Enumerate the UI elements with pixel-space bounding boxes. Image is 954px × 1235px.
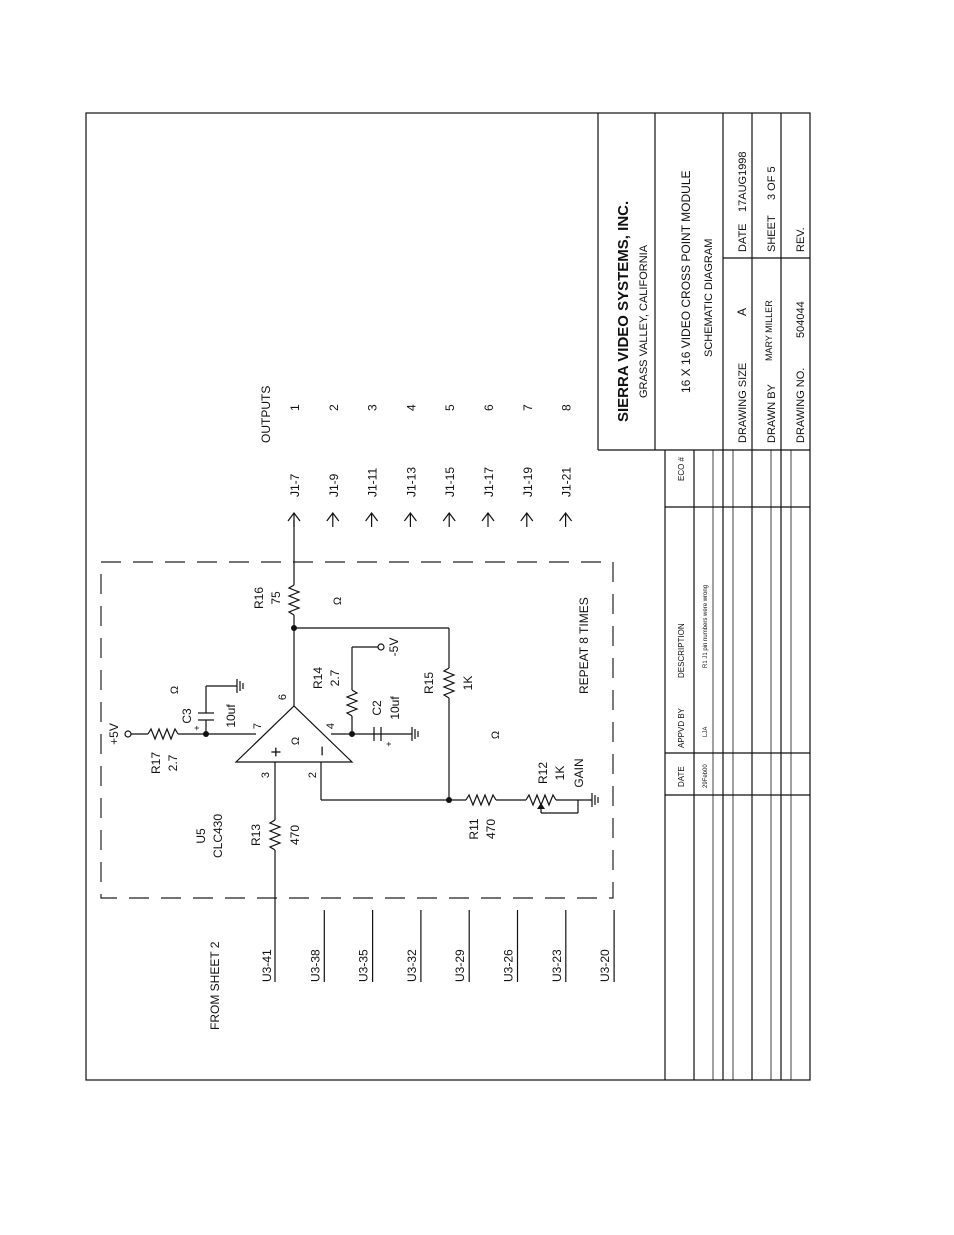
output-number-label: 4 xyxy=(404,404,419,411)
rev-label: REV. xyxy=(795,227,807,252)
rev-row-description: R1 J1 pin numbers were wrong xyxy=(703,584,709,668)
input-row xyxy=(357,910,373,982)
opamp-minus-sign: − xyxy=(312,745,332,757)
input-row xyxy=(453,910,469,982)
opamp-ref: U5 xyxy=(194,828,208,844)
r12-value: 1K xyxy=(553,765,567,781)
output-connector-label: J1-13 xyxy=(404,466,419,497)
opamp-part: CLC430 xyxy=(211,813,225,859)
output-number-label: 1 xyxy=(288,404,302,411)
c2-plus-sign: + xyxy=(384,741,394,747)
output-number-label: 5 xyxy=(443,404,458,411)
input-net-label: U3-35 xyxy=(356,949,371,982)
output-number-label: 6 xyxy=(482,404,496,411)
input-net-label: U3-20 xyxy=(598,949,613,982)
center-omega: Ω xyxy=(490,730,502,740)
opamp-pin-6: 6 xyxy=(277,693,289,701)
output-number-label: 3 xyxy=(365,404,380,411)
input-net-label: U3-32 xyxy=(404,949,419,982)
revision-table xyxy=(665,450,810,1080)
input-row xyxy=(550,910,566,982)
opamp-pin-2: 2 xyxy=(307,771,319,779)
input-net-label: U3-26 xyxy=(501,949,516,982)
drawing-title: 16 X 16 VIDEO CROSS POINT MODULE xyxy=(679,170,693,393)
opamp-pin-7: 7 xyxy=(252,722,264,730)
output-connector-label: J1-17 xyxy=(482,466,496,497)
opamp-pin-4: 4 xyxy=(325,722,337,730)
r17-value: 2.7 xyxy=(166,754,180,772)
input-net-label: U3-23 xyxy=(549,949,564,982)
r13-ref: R13 xyxy=(249,823,263,847)
r13-value: 470 xyxy=(288,824,302,846)
repeat-box xyxy=(101,562,613,898)
c3-ref: C3 xyxy=(180,708,194,724)
rev-header-approved: APPVD BY xyxy=(677,707,686,748)
output-connector-label: J1-15 xyxy=(443,466,458,497)
r15-ref: R15 xyxy=(422,671,436,695)
input-net-label: U3-41 xyxy=(260,949,274,982)
r14-ref: R14 xyxy=(311,666,325,690)
r17-ref: R17 xyxy=(149,751,163,775)
opamp-plus-sign: + xyxy=(266,746,286,758)
output-row xyxy=(482,404,496,527)
supply-pos-label: +5V xyxy=(107,723,121,745)
drawing-border xyxy=(86,113,810,1080)
rev-header-description: DESCRIPTION xyxy=(677,623,686,678)
rev-header-date: DATE xyxy=(677,766,686,787)
repeat-label: REPEAT 8 TIMES xyxy=(577,597,591,694)
output-row xyxy=(443,404,457,527)
c3-omega: Ω xyxy=(169,685,181,695)
company-name: SIERRA VIDEO SYSTEMS, INC. xyxy=(615,200,632,422)
input-net-label: U3-38 xyxy=(308,949,323,982)
c2-ref: C2 xyxy=(370,700,384,716)
drawing-size-label: DRAWING SIZE xyxy=(737,362,749,443)
r12-gain-label: GAIN xyxy=(572,758,586,788)
date-label: DATE xyxy=(737,223,749,252)
r15-value: 1K xyxy=(461,675,475,691)
drawing-size-value: A xyxy=(735,307,749,316)
negative-supply-net xyxy=(331,644,418,741)
output-row xyxy=(521,404,535,527)
output-row xyxy=(404,404,418,527)
c2-value: 10uf xyxy=(388,696,402,720)
input-row xyxy=(502,910,518,982)
drawing-subtitle: SCHEMATIC DIAGRAM xyxy=(703,238,715,357)
drawn-by-label: DRAWN BY xyxy=(766,384,778,443)
input-row xyxy=(260,910,275,982)
rev-row-date: 29Feb00 xyxy=(703,764,709,788)
input-row xyxy=(308,910,324,982)
r12-ref: R12 xyxy=(536,761,550,785)
supply-neg-label: -5V xyxy=(387,637,401,657)
input-net-label: U3-29 xyxy=(453,949,468,982)
input-row xyxy=(405,910,421,982)
output-row xyxy=(560,404,574,527)
output-connector-label: J1-19 xyxy=(520,466,535,497)
output-connector-label: J1-21 xyxy=(559,466,574,497)
r14-value: 2.7 xyxy=(328,669,342,687)
input-net-wires xyxy=(270,762,280,910)
c3-plus-sign: + xyxy=(192,725,202,731)
output-number-label: 2 xyxy=(326,404,341,411)
date-value: 17AUG1998 xyxy=(737,151,749,212)
r11-value: 470 xyxy=(484,818,498,840)
opamp-pin-3: 3 xyxy=(260,771,272,779)
c3-value: 10uf xyxy=(224,704,238,728)
drawing-no-label: DRAWING NO. xyxy=(795,367,807,443)
rev-row-approved: LJA xyxy=(703,726,709,737)
drawing-no-value: 504044 xyxy=(795,301,807,338)
r16-omega: Ω xyxy=(332,596,344,606)
output-number-label: 7 xyxy=(520,404,535,411)
company-location: GRASS VALLEY, CALIFORNIA xyxy=(638,244,650,398)
rev-header-eco: ECO # xyxy=(677,456,686,481)
output-connector-label: J1-7 xyxy=(288,473,302,497)
r16-value: 75 xyxy=(269,591,283,605)
drawn-by-value: MARY MILLER xyxy=(764,300,774,361)
sheet-label: SHEET xyxy=(766,215,778,252)
sheet-value: 3 OF 5 xyxy=(766,166,778,200)
opamp-omega: Ω xyxy=(290,736,302,746)
from-sheet-label: FROM SHEET 2 xyxy=(208,941,222,1030)
output-number-label: 8 xyxy=(559,404,574,411)
output-row xyxy=(366,404,380,527)
r16-ref: R16 xyxy=(252,586,266,610)
outputs-group xyxy=(288,404,574,527)
output-row xyxy=(288,404,302,527)
output-row xyxy=(327,404,341,527)
outputs-label: OUTPUTS xyxy=(259,385,273,443)
inputs-group xyxy=(260,910,614,982)
output-connector-label: J1-9 xyxy=(326,473,341,497)
r11-ref: R11 xyxy=(467,818,481,840)
input-row xyxy=(598,910,614,982)
output-connector-label: J1-11 xyxy=(365,467,380,497)
